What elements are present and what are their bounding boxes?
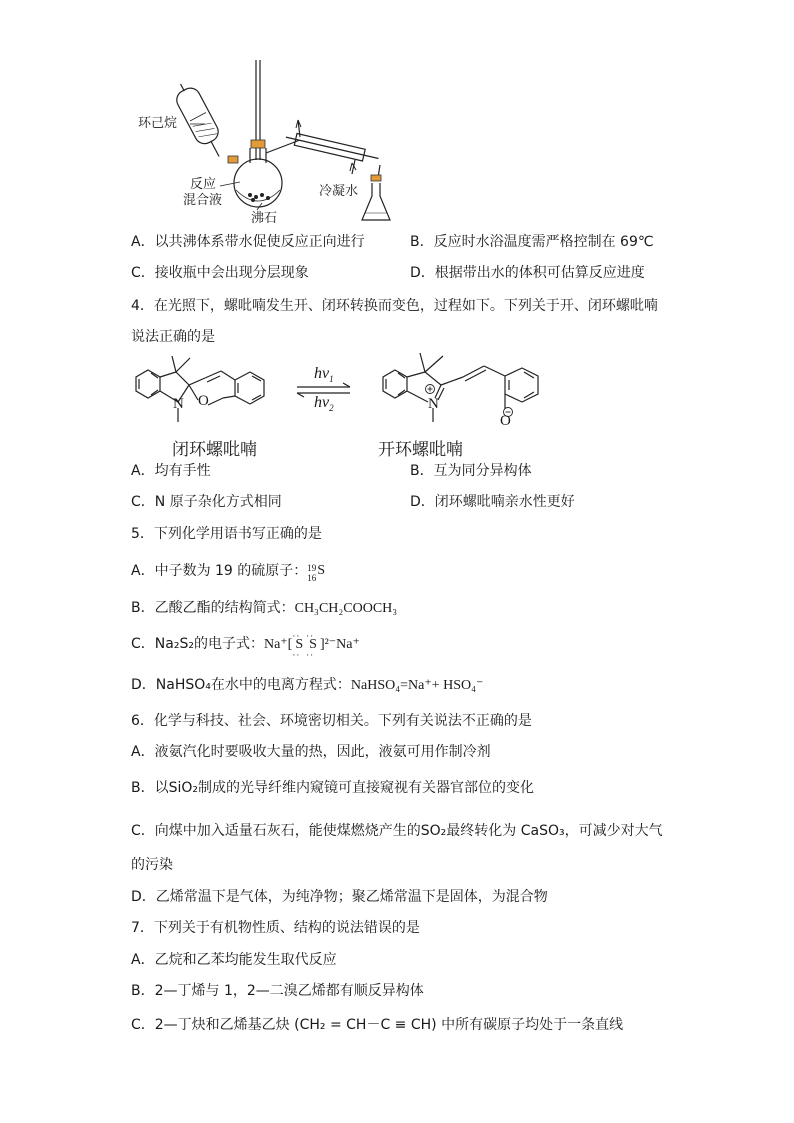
q6-stem: 6．化学与科技、社会、环境密切相关。下列有关说法不正确的是 xyxy=(131,713,532,729)
closed-atom-n: N xyxy=(173,396,184,412)
q6-option-b: B．以SiO₂制成的光导纤维内窥镜可直接窥视有关器官部位的变化 xyxy=(131,780,535,796)
closed-atom-o: O xyxy=(198,393,209,409)
q3-option-c: C．接收瓶中会出现分层现象 xyxy=(131,265,309,281)
sulfur-symbol-1: S xyxy=(295,637,304,652)
q6-option-d: D．乙烯常温下是气体，为纯净物；聚乙烯常温下是固体，为混合物 xyxy=(131,889,548,905)
q5-option-a xyxy=(131,561,329,581)
spiropyran-structures xyxy=(0,0,794,460)
q5-option-d-text: D．NaHSO₄在水中的电离方程式： xyxy=(131,677,351,693)
q6-option-c-line2: 的污染 xyxy=(131,857,173,873)
q7-option-b: B．2—丁烯与 1，2—二溴乙烯都有顺反异构体 xyxy=(131,983,424,999)
closed-form-structure xyxy=(136,356,264,422)
q5-option-b xyxy=(131,598,397,619)
isotope-symbol: S xyxy=(317,563,326,578)
q5-option-b-text: B．乙酸乙酯的结构简式： xyxy=(131,600,295,616)
isotope-atomic-number: 16 xyxy=(307,573,317,583)
q5-option-b-formula: CH₃CH₂COOCH₃ xyxy=(294,601,398,616)
closed-spiropyran-caption: 闭环螺吡喃 xyxy=(172,440,257,460)
label-reaction-mixture-1: 反应 xyxy=(190,177,217,192)
electron-dots-3: ·· xyxy=(306,631,315,641)
label-boiling-stone: 沸石 xyxy=(251,211,278,226)
q3-option-b: B．反应时水浴温度需严格控制在 69℃ xyxy=(410,234,654,250)
q5-option-a-text: A．中子数为 19 的硫原子： xyxy=(131,563,308,579)
label-cyclohexane: 环己烷 xyxy=(138,116,178,131)
hv1-label xyxy=(314,365,334,384)
hv2-label xyxy=(314,394,334,413)
hv2-text: hν xyxy=(314,394,330,411)
sulfur-isotope xyxy=(307,561,329,581)
open-spiropyran-caption: 开环螺吡喃 xyxy=(378,440,463,460)
q4-option-d: D．闭环螺吡喃亲水性更好 xyxy=(410,494,575,510)
open-atom-o: O xyxy=(500,413,511,429)
q5-option-d-formula: NaHSO₄=Na⁺+ HSO₄⁻ xyxy=(350,678,484,693)
q7-option-c: C．2—丁炔和乙烯基乙炔 (CH₂ = CH－C ≡ CH) 中所有碳原子均处于一条直线 xyxy=(131,1017,624,1033)
q5-option-c xyxy=(131,631,360,660)
sulfur-dots-1 xyxy=(292,631,306,660)
q5-option-c-text: C．Na₂S₂的电子式： xyxy=(131,636,264,652)
electron-dots-2: ·· xyxy=(292,650,301,660)
q4-option-c: C．N 原子杂化方式相同 xyxy=(131,494,282,510)
label-reaction-mixture-2: 混合液 xyxy=(183,193,223,208)
q4-option-b: B．互为同分异构体 xyxy=(410,463,532,479)
electron-dots-1: ·· xyxy=(292,631,301,641)
electron-dots-4: ·· xyxy=(306,650,315,660)
q6-option-a: A．液氨汽化时要吸收大量的热，因此，液氨可用作制冷剂 xyxy=(131,744,491,760)
open-atom-n: N xyxy=(428,396,439,412)
q5-stem: 5．下列化学用语书写正确的是 xyxy=(131,526,322,542)
q4-option-a: A．均有手性 xyxy=(131,463,211,479)
q7-stem: 7．下列关于有机物性质、结构的说法错误的是 xyxy=(131,920,420,936)
electron-formula-post: ]²⁻Na⁺ xyxy=(319,637,360,652)
q4-stem-line2: 说法正确的是 xyxy=(131,329,215,345)
sulfur-dots-2 xyxy=(306,631,320,660)
q4-stem-line1: 4．在光照下，螺吡喃发生开、闭环转换而变色，过程如下。下列关于开、闭环螺吡喃 xyxy=(131,298,658,314)
hv1-sub: 1 xyxy=(329,374,334,385)
hv1-text: hν xyxy=(314,365,330,382)
q6-option-c-line1: C．向煤中加入适量石灰石，能使煤燃烧产生的SO₂最终转化为 CaSO₃，可减少对大气 xyxy=(131,823,663,839)
sulfur-symbol-2: S xyxy=(309,637,317,652)
q7-option-a: A．乙烷和乙苯均能发生取代反应 xyxy=(131,952,337,968)
electron-formula-pre: Na⁺[ xyxy=(263,637,293,652)
q5-option-d xyxy=(131,675,483,696)
open-form-structure xyxy=(383,353,538,422)
isotope-mass: 19 xyxy=(307,563,317,573)
q3-option-a: A．以共沸体系带水促使反应正向进行 xyxy=(131,234,365,250)
q3-option-d: D．根据带出水的体积可估算反应进度 xyxy=(410,265,645,281)
label-cooling-water: 冷凝水 xyxy=(319,184,359,199)
hv2-sub: 2 xyxy=(329,403,334,414)
